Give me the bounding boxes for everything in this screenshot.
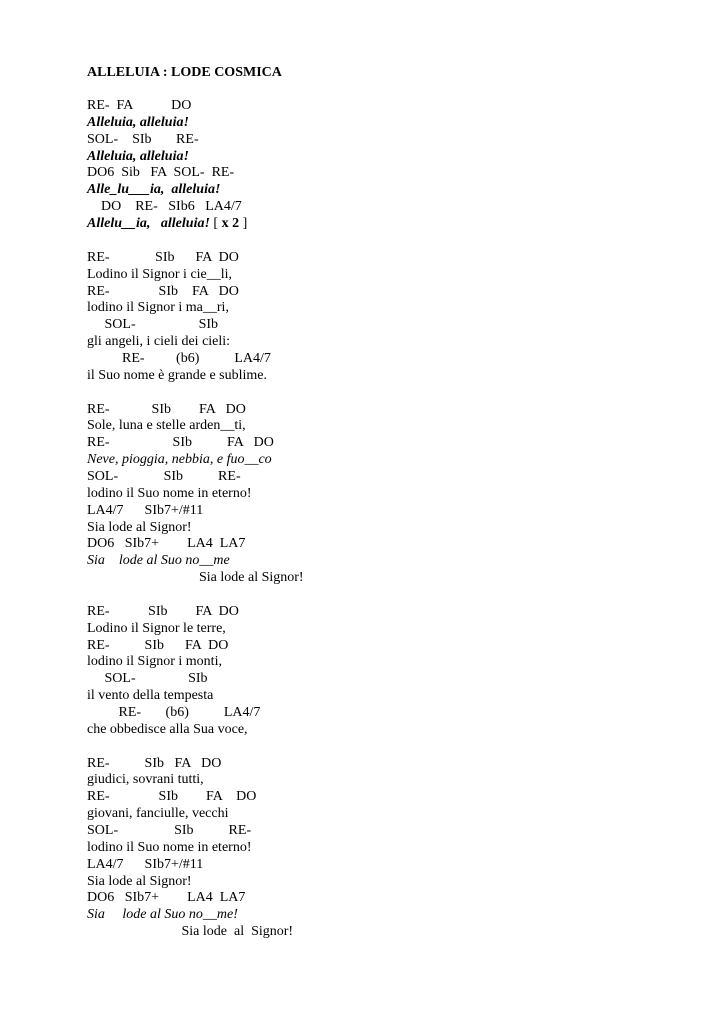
refrain-line: Alleluia, alleluia! <box>87 148 189 164</box>
lyric-line-italic: Sia lode al Suo no__me! <box>87 907 238 923</box>
lyric-line: Sia lode al Signor! <box>87 873 192 889</box>
lyric-line: Sole, luna e stelle arden__ti, <box>87 418 246 434</box>
lyric-line: lodino il Signor i monti, <box>87 654 222 670</box>
lyric-line-italic: Neve, pioggia, nebbia, e fuo__co <box>87 452 272 468</box>
chord-line: DO6 SIb7+ LA4 LA7 <box>87 536 246 552</box>
lyric-line: Lodino il Signor le terre, <box>87 620 226 636</box>
lyric-line: giovani, fanciulle, vecchi <box>87 806 229 822</box>
chord-line: LA4/7 SIb7+/#11 <box>87 502 204 518</box>
chord-line: RE- (b6) LA4/7 <box>87 350 271 366</box>
repeat-count: x 2 <box>221 216 240 231</box>
chord-line: RE- FA DO <box>87 98 192 113</box>
lyric-line: lodino il Signor i ma__ri, <box>87 300 229 316</box>
chord-line: RE- SIb FA DO <box>87 435 274 451</box>
repeat-bracket-close: ] <box>239 216 248 231</box>
chord-line: SOL- SIb <box>87 317 219 333</box>
repeat-bracket-open: [ <box>209 216 222 231</box>
chord-line: RE- SIb FA DO <box>87 789 257 805</box>
chord-line: SOL- SIb <box>87 671 208 687</box>
lyric-line: Sia lode al Signor! <box>87 570 304 586</box>
chord-line: RE- (b6) LA4/7 <box>87 705 261 720</box>
chord-line: RE- SIb FA DO <box>87 283 239 299</box>
chord-line: RE- SIb FA DO <box>87 637 229 653</box>
refrain-line: Alle_lu___ia, alleluia! <box>87 182 221 198</box>
lyric-line: gli angeli, i cieli dei cieli: <box>87 334 231 349</box>
chord-line: LA4/7 SIb7+/#11 <box>87 856 204 872</box>
refrain-text: Allelu__ia, alleluia! <box>87 216 210 231</box>
chord-line: RE- SIb FA DO <box>87 401 246 417</box>
chord-line: SOL- SIb RE- <box>87 823 252 838</box>
lyric-line: che obbedisce alla Sua voce, <box>87 721 248 737</box>
lyric-line-italic: Sia lode al Suo no__me <box>87 553 230 569</box>
chord-line: RE- SIb FA DO <box>87 603 239 619</box>
chord-line: DO6 Sib FA SOL- RE- <box>87 165 235 181</box>
lyric-line: Sia lode al Signor! <box>87 924 294 940</box>
lyric-line: Sia lode al Signor! <box>87 519 192 535</box>
refrain-line: Alleluia, alleluia! <box>87 114 189 130</box>
lyric-line: il vento della tempesta <box>87 688 214 704</box>
song-title: ALLELUIA : LODE COSMICA <box>87 65 282 80</box>
lyric-line: lodino il Suo nome in eterno! <box>87 839 252 855</box>
chord-line: RE- SIb FA DO <box>87 249 239 265</box>
lyric-line: il Suo nome è grande e sublime. <box>87 367 268 383</box>
chord-line: DO RE- SIb6 LA4/7 <box>87 199 242 215</box>
chord-line: RE- SIb FA DO <box>87 755 222 771</box>
lyric-line: Lodino il Signor i cie__li, <box>87 266 233 282</box>
chord-line: DO6 SIb7+ LA4 LA7 <box>87 890 246 906</box>
lyric-line: lodino il Suo nome in eterno! <box>87 485 252 501</box>
lyric-line: giudici, sovrani tutti, <box>87 772 204 788</box>
chord-line: SOL- SIb RE- <box>87 131 199 147</box>
refrain-line <box>87 215 247 232</box>
chord-line: SOL- SIb RE- <box>87 468 241 484</box>
